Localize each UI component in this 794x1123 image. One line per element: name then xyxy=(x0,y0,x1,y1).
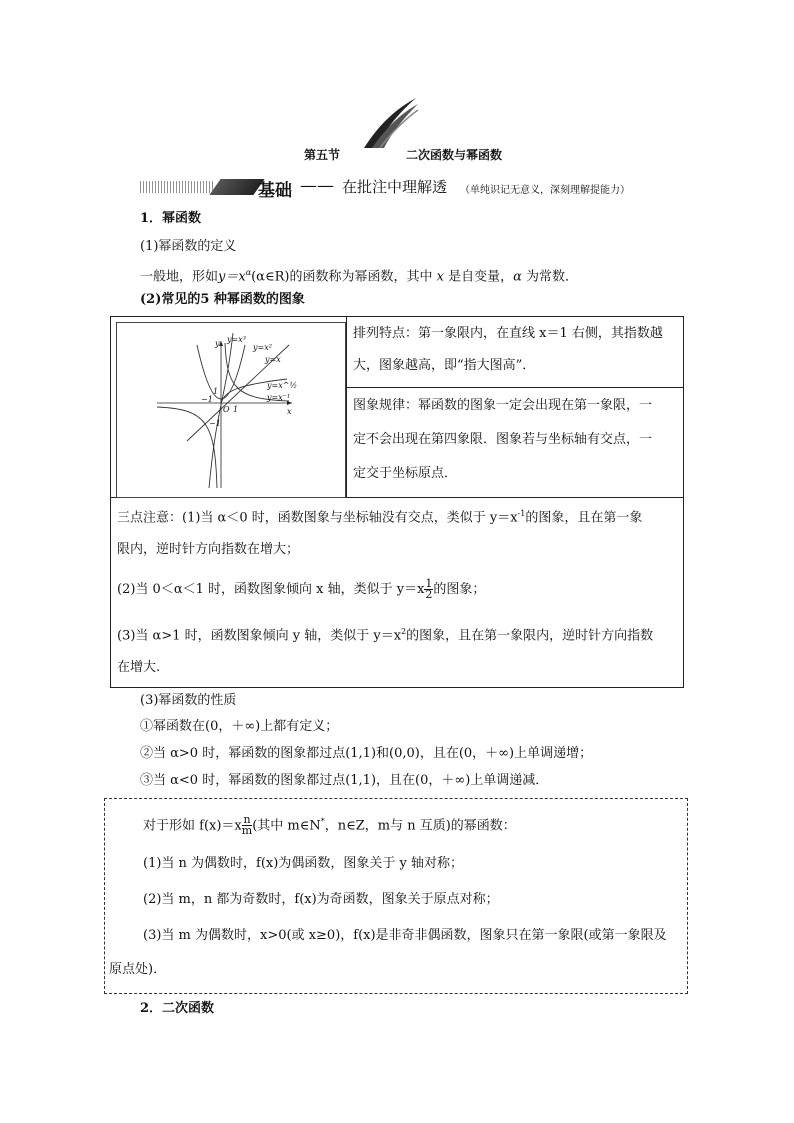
banner-hatch-decoration xyxy=(140,181,215,193)
property-1: ①幂函数在(0，＋∞)上都有定义； xyxy=(140,719,339,734)
property-3: ③当 α<0 时，幂函数的图象都过点(1,1)，且在(0，＋∞)上单调递减． xyxy=(140,773,549,788)
note-box-rational-power xyxy=(104,798,688,994)
note-line-1: 对于形如 f(x)＝x $\frac{n}{m}$ (其中 m∈N*，n∈Z，m与 n 互质)的幂函数： xyxy=(143,813,516,838)
power-function-graph xyxy=(116,322,346,498)
label-one-y: 1 xyxy=(213,387,219,396)
note-line-4: (3)当 m 为偶数时，x>0(或 x≥0)，f(x)是非奇非偶函数，图象只在第一象限(或第一象限及 xyxy=(143,928,667,943)
heading-graphs: (2)常见的5 种幂函数的图象 xyxy=(140,292,305,307)
notes-line-1: 三点注意：(1)当 α＜0 时，函数图象与坐标轴没有交点，类似于 $y=x^{-1}$的图象，且在第一象 xyxy=(117,509,643,526)
note-line-3: (2)当 m，n 都为奇数时，f(x)为奇函数，图象关于原点对称； xyxy=(143,892,499,907)
label-y-xhalf: y=x^½ xyxy=(267,381,298,390)
label-y-x3: y=x³ xyxy=(227,335,246,344)
section-banner xyxy=(140,176,700,201)
note-line-2: (1)当 n 为偶数时，f(x)为偶函数，图象关于 y 轴对称； xyxy=(143,856,463,871)
notes-line-5: 在增大. xyxy=(117,660,161,675)
banner-bar-decoration xyxy=(209,179,264,195)
graph-x-axis-label: x xyxy=(287,407,292,416)
notes-line-2: 限内，逆时针方向指数在增大； xyxy=(117,542,300,557)
heading-power-function: 1．幂函数 xyxy=(140,211,202,226)
note-line-5: 原点处)． xyxy=(109,962,167,977)
label-origin: O xyxy=(223,405,230,414)
section-number: 第五节 xyxy=(304,148,341,162)
label-neg1-y: −1 xyxy=(209,419,221,428)
label-y-x: y=x xyxy=(265,355,281,364)
banner-note: （单纯识记无意义，深刻理解提能力） xyxy=(460,185,630,196)
rule-line-1: 图象规律：幂函数的图象一定会出现在第一象限，一 xyxy=(353,398,653,413)
arrange-line-2: 大，图象越高，即“指大图高”． xyxy=(353,358,536,373)
graph-y-axis-label: y xyxy=(215,339,220,348)
header-swoosh-icon xyxy=(360,96,420,152)
heading-definition: (1)幂函数的定义 xyxy=(140,239,237,254)
banner-subtitle: 在批注中理解透 xyxy=(342,178,448,196)
label-one-x: 1 xyxy=(233,405,239,414)
label-y-x2: y=x² xyxy=(253,343,272,352)
banner-dash: —— xyxy=(300,176,334,196)
power-function-graph-svg xyxy=(117,323,345,497)
heading-quadratic: 2．二次函数 xyxy=(140,1001,215,1016)
rule-line-3: 定交于坐标原点． xyxy=(353,466,458,481)
notes-line-3: (2)当 0＜α＜1 时，函数图象倾向 x 轴，类似于 y＝x $\frac{1}{2}$ 的图象； xyxy=(117,577,486,601)
arrange-line-1: 排列特点：第一象限内，在直线 x＝1 右侧，其指数越 xyxy=(353,326,663,341)
rule-line-2: 定不会出现在第四象限．图象若与坐标轴有交点，一 xyxy=(353,432,653,447)
section-name: 二次函数与幂函数 xyxy=(406,148,503,162)
property-2: ②当 α>0 时，幂函数的图象都过点(1,1)和(0,0)，且在(0，＋∞)上单调递增； xyxy=(140,746,593,761)
notes-line-4: (3)当 α>1 时，函数图象倾向 y 轴，类似于 $y=x^2$的图象，且在第一象限内，逆时针方向指数 xyxy=(117,627,654,644)
label-neg1-x: −1 xyxy=(201,395,213,404)
definition-text: 一般地，形如$y=x^\alpha(\alpha\in R)$的函数称为幂函数，其中 x 是自变量，α 为常数． xyxy=(140,268,579,285)
power-function-table xyxy=(110,316,684,688)
banner-main-text: 基础 xyxy=(258,181,292,201)
heading-properties: (3)幂函数的性质 xyxy=(140,693,237,708)
label-y-xinv: y=x⁻¹ xyxy=(267,393,291,402)
